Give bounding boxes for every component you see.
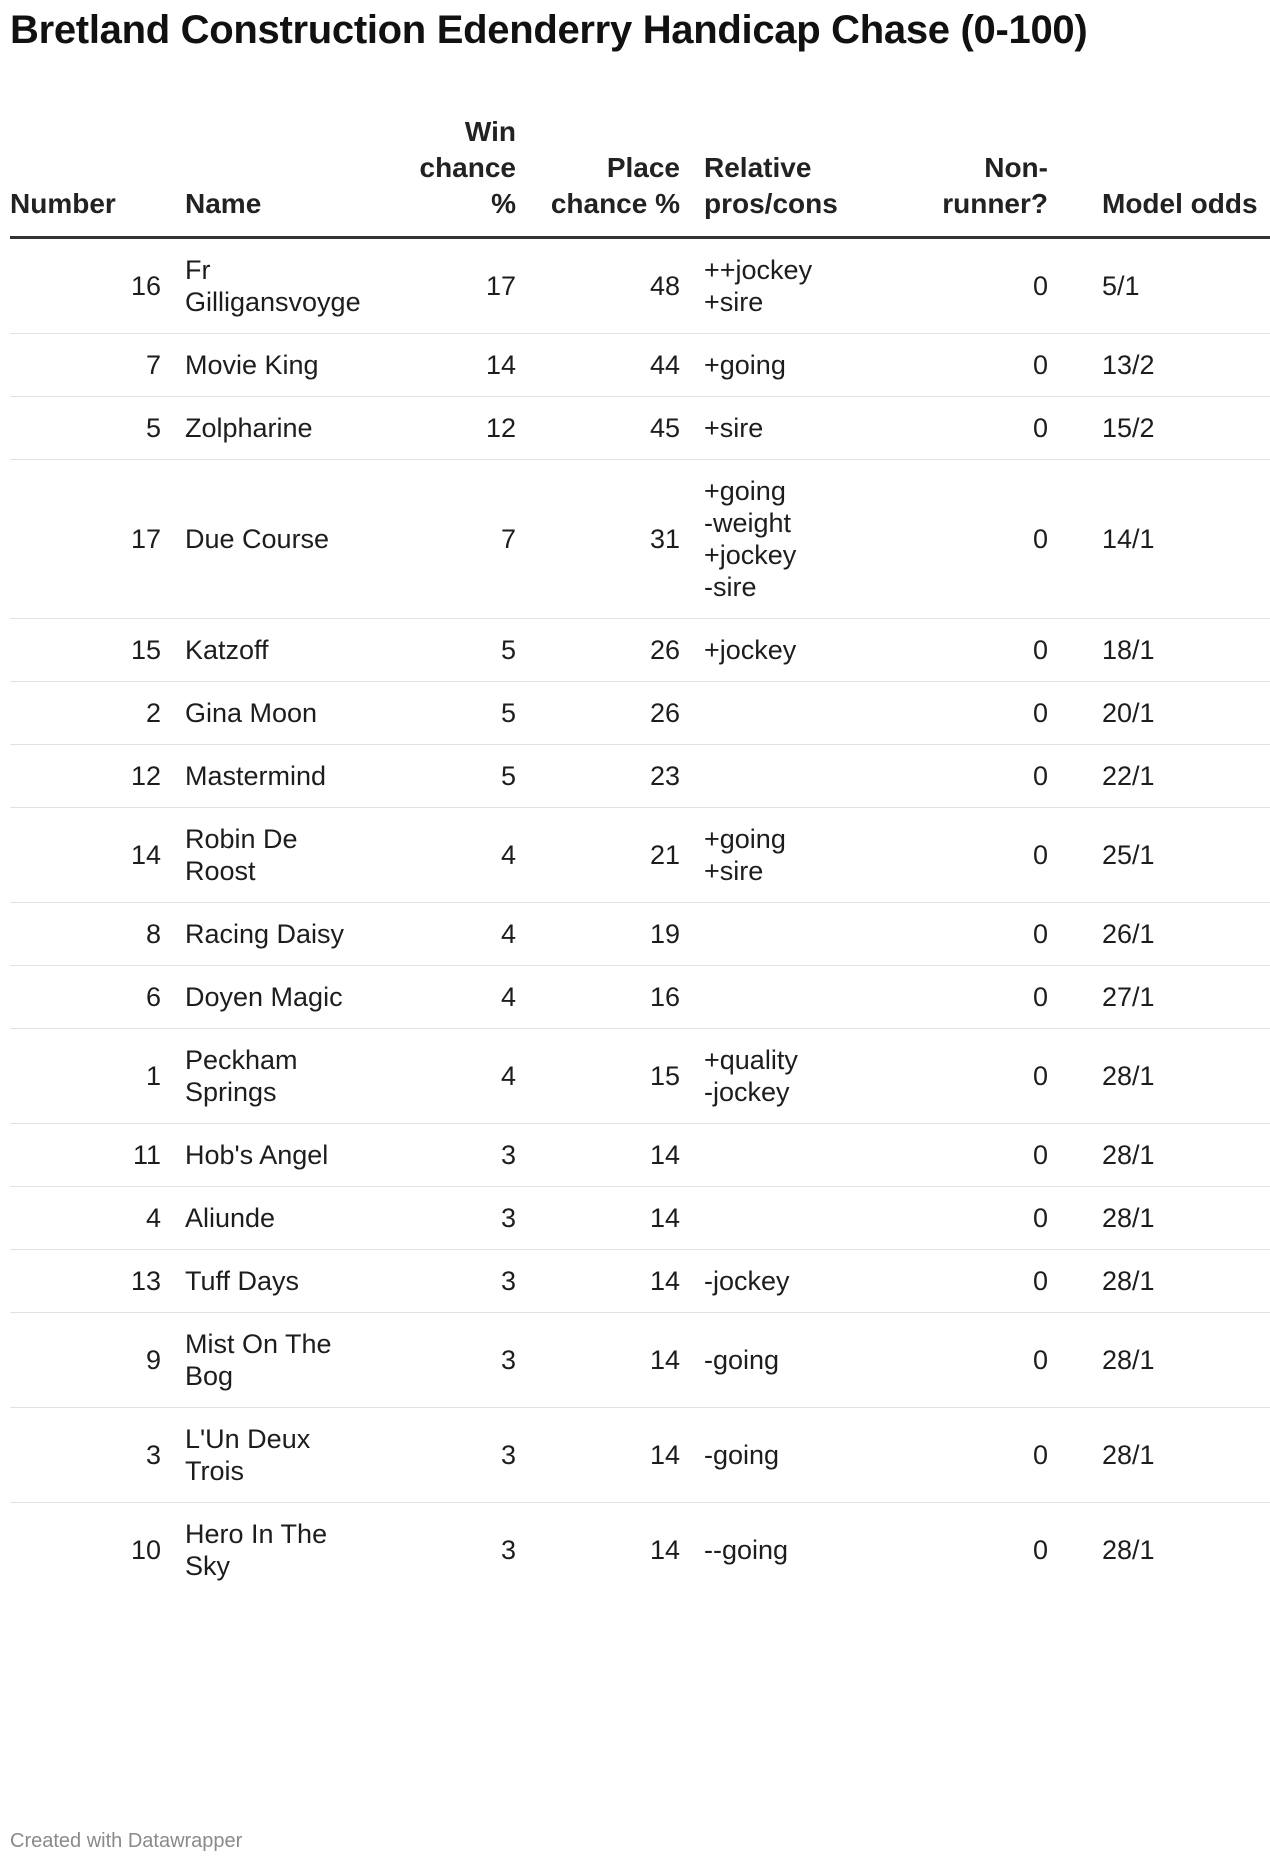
cell-non-runner: 0: [886, 682, 1072, 745]
cell-relative-pros-cons: -going: [704, 1313, 886, 1408]
table-row: [10, 1187, 1270, 1250]
cell-model-odds: 18/1: [1072, 619, 1270, 682]
cell-relative-pros-cons: [704, 682, 886, 745]
cell-relative-pros-cons: ++jockey +sire: [704, 238, 886, 334]
cell-place-chance: 14: [540, 1250, 704, 1313]
cell-non-runner: 0: [886, 903, 1072, 966]
cell-name: Tuff Days: [185, 1250, 400, 1313]
cell-model-odds: 22/1: [1072, 745, 1270, 808]
cell-non-runner: 0: [886, 745, 1072, 808]
cell-model-odds: 13/2: [1072, 334, 1270, 397]
cell-name: Fr Gilligansvoyge: [185, 238, 400, 334]
cell-win-chance: 5: [400, 682, 540, 745]
cell-model-odds: 28/1: [1072, 1408, 1270, 1503]
cell-non-runner: 0: [886, 1124, 1072, 1187]
cell-win-chance: 4: [400, 903, 540, 966]
cell-number: 7: [10, 334, 185, 397]
cell-place-chance: 45: [540, 397, 704, 460]
cell-win-chance: 12: [400, 397, 540, 460]
header-number: Number: [10, 100, 185, 238]
cell-model-odds: 27/1: [1072, 966, 1270, 1029]
cell-name: Racing Daisy: [185, 903, 400, 966]
runners-table: [10, 100, 1270, 1597]
cell-place-chance: 14: [540, 1313, 704, 1408]
cell-relative-pros-cons: -jockey: [704, 1250, 886, 1313]
table-header-row: [10, 100, 1270, 238]
cell-win-chance: 3: [400, 1250, 540, 1313]
cell-non-runner: 0: [1032, 1535, 1048, 1565]
table-row: [10, 808, 1270, 903]
cell-model-odds: 20/1: [1072, 682, 1270, 745]
cell-place-chance: 15: [540, 1029, 704, 1124]
cell-number: 8: [10, 903, 185, 966]
cell-non-runner: 0: [886, 397, 1072, 460]
cell-non-runner: 0: [886, 1250, 1072, 1313]
table-row: [10, 1313, 1270, 1408]
cell-name: Zolpharine: [185, 397, 400, 460]
cell-place-chance: 14: [649, 1535, 680, 1565]
table-container: [10, 100, 1258, 1597]
cell-place-chance: 14: [540, 1408, 704, 1503]
cell-model-odds: 14/1: [1072, 460, 1270, 619]
cell-number: 6: [10, 966, 185, 1029]
cell-place-chance: 31: [540, 460, 704, 619]
cell-number: 5: [10, 397, 185, 460]
cell-relative-pros-cons: +sire: [704, 397, 886, 460]
cell-name: L'Un Deux Trois: [185, 1408, 400, 1503]
cell-number: 15: [10, 619, 185, 682]
cell-non-runner: 0: [886, 1408, 1072, 1503]
cell-non-runner: 0: [886, 1029, 1072, 1124]
header-place-chance: Place chance %: [540, 100, 704, 238]
cell-relative-pros-cons: [704, 1124, 886, 1187]
cell-relative-pros-cons: +going +sire: [704, 808, 886, 903]
cell-name: Robin De Roost: [185, 808, 400, 903]
cell-name: Gina Moon: [185, 682, 400, 745]
table-row: [10, 745, 1270, 808]
table-row: [10, 460, 1270, 619]
cell-win-chance: 7: [400, 460, 540, 619]
cell-model-odds: 28/1: [1072, 1313, 1270, 1408]
cell-relative-pros-cons: +going: [704, 334, 886, 397]
cell-relative-pros-cons: [704, 903, 886, 966]
cell-name: Mist On The Bog: [185, 1313, 400, 1408]
attribution-footer: Created with Datawrapper: [10, 1830, 243, 1852]
cell-relative-pros-cons: [704, 1187, 886, 1250]
cell-non-runner: 0: [886, 966, 1072, 1029]
cell-number: 10: [130, 1535, 161, 1565]
cell-place-chance: 21: [540, 808, 704, 903]
table-row: [10, 1408, 1270, 1503]
cell-model-odds: 28/1: [1072, 1187, 1270, 1250]
cell-name: Due Course: [185, 460, 400, 619]
cell-relative-pros-cons: [704, 966, 886, 1029]
cell-model-odds: 28/1: [1072, 1029, 1270, 1124]
cell-name: Peckham Springs: [185, 1029, 400, 1124]
cell-relative-pros-cons: +going -weight +jockey -sire: [704, 460, 886, 619]
cell-name: Hero In The Sky: [185, 1519, 328, 1581]
header-non-runner: Non-runner?: [886, 100, 1072, 238]
cell-win-chance: 4: [400, 808, 540, 903]
table-row: [10, 1124, 1270, 1187]
header-model-odds: Model odds: [1072, 100, 1270, 238]
cell-win-chance: 3: [500, 1535, 516, 1565]
table-row: [10, 1029, 1270, 1124]
cell-place-chance: 26: [540, 682, 704, 745]
cell-win-chance: 3: [400, 1408, 540, 1503]
cell-model-odds: 28/1: [1072, 1124, 1270, 1187]
table-row: [10, 1503, 1270, 1598]
cell-place-chance: 14: [540, 1187, 704, 1250]
cell-non-runner: 0: [886, 808, 1072, 903]
cell-non-runner: 0: [886, 460, 1072, 619]
cell-number: 14: [10, 808, 185, 903]
cell-number: 12: [10, 745, 185, 808]
cell-number: 16: [10, 238, 185, 334]
cell-model-odds: 15/2: [1072, 397, 1270, 460]
cell-model-odds: 26/1: [1072, 903, 1270, 966]
cell-model-odds: 28/1: [1102, 1535, 1155, 1565]
cell-model-odds: 28/1: [1072, 1250, 1270, 1313]
cell-number: 2: [10, 682, 185, 745]
cell-name: Doyen Magic: [185, 966, 400, 1029]
cell-name: Movie King: [185, 334, 400, 397]
cell-win-chance: 3: [400, 1313, 540, 1408]
cell-place-chance: 16: [540, 966, 704, 1029]
cell-non-runner: 0: [886, 238, 1072, 334]
cell-place-chance: 44: [540, 334, 704, 397]
cell-non-runner: 0: [886, 619, 1072, 682]
cell-win-chance: 3: [400, 1124, 540, 1187]
header-name: Name: [185, 100, 400, 238]
cell-win-chance: 4: [400, 1029, 540, 1124]
cell-number: 4: [10, 1187, 185, 1250]
table-row: [10, 334, 1270, 397]
cell-win-chance: 17: [400, 238, 540, 334]
table-row: [10, 397, 1270, 460]
cell-place-chance: 26: [540, 619, 704, 682]
cell-relative-pros-cons: [704, 745, 886, 808]
cell-number: 3: [10, 1408, 185, 1503]
header-win-chance: Win chance %: [400, 100, 540, 238]
cell-model-odds: 25/1: [1072, 808, 1270, 903]
cell-name: Aliunde: [185, 1187, 400, 1250]
cell-relative-pros-cons: +jockey: [704, 619, 886, 682]
header-relative-pros-cons: Relative pros/cons: [704, 100, 886, 238]
cell-win-chance: 4: [400, 966, 540, 1029]
table-row: [10, 619, 1270, 682]
cell-non-runner: 0: [886, 334, 1072, 397]
cell-place-chance: 48: [540, 238, 704, 334]
cell-win-chance: 5: [400, 745, 540, 808]
cell-name: Mastermind: [185, 745, 400, 808]
cell-number: 17: [10, 460, 185, 619]
cell-relative-pros-cons: --going: [704, 1535, 789, 1565]
cell-model-odds: 5/1: [1072, 238, 1270, 334]
cell-place-chance: 19: [540, 903, 704, 966]
chart-title: Bretland Construction Edenderry Handicap Chase (0-100): [10, 8, 1088, 52]
cell-place-chance: 23: [540, 745, 704, 808]
table-row: [10, 966, 1270, 1029]
cell-number: 13: [10, 1250, 185, 1313]
cell-number: 11: [10, 1124, 185, 1187]
cell-non-runner: 0: [886, 1313, 1072, 1408]
table-row: [10, 682, 1270, 745]
cell-win-chance: 3: [400, 1187, 540, 1250]
cell-relative-pros-cons: -going: [704, 1408, 886, 1503]
cell-place-chance: 14: [540, 1124, 704, 1187]
cell-number: 1: [10, 1029, 185, 1124]
cell-number: 9: [10, 1313, 185, 1408]
cell-name: Hob's Angel: [185, 1124, 400, 1187]
cell-non-runner: 0: [886, 1187, 1072, 1250]
cell-win-chance: 14: [400, 334, 540, 397]
table-row: [10, 238, 1270, 334]
table-row: [10, 1250, 1270, 1313]
table-body: [10, 238, 1270, 1598]
table-row: [10, 903, 1270, 966]
cell-win-chance: 5: [400, 619, 540, 682]
cell-name: Katzoff: [185, 619, 400, 682]
cell-relative-pros-cons: +quality -jockey: [704, 1029, 886, 1124]
